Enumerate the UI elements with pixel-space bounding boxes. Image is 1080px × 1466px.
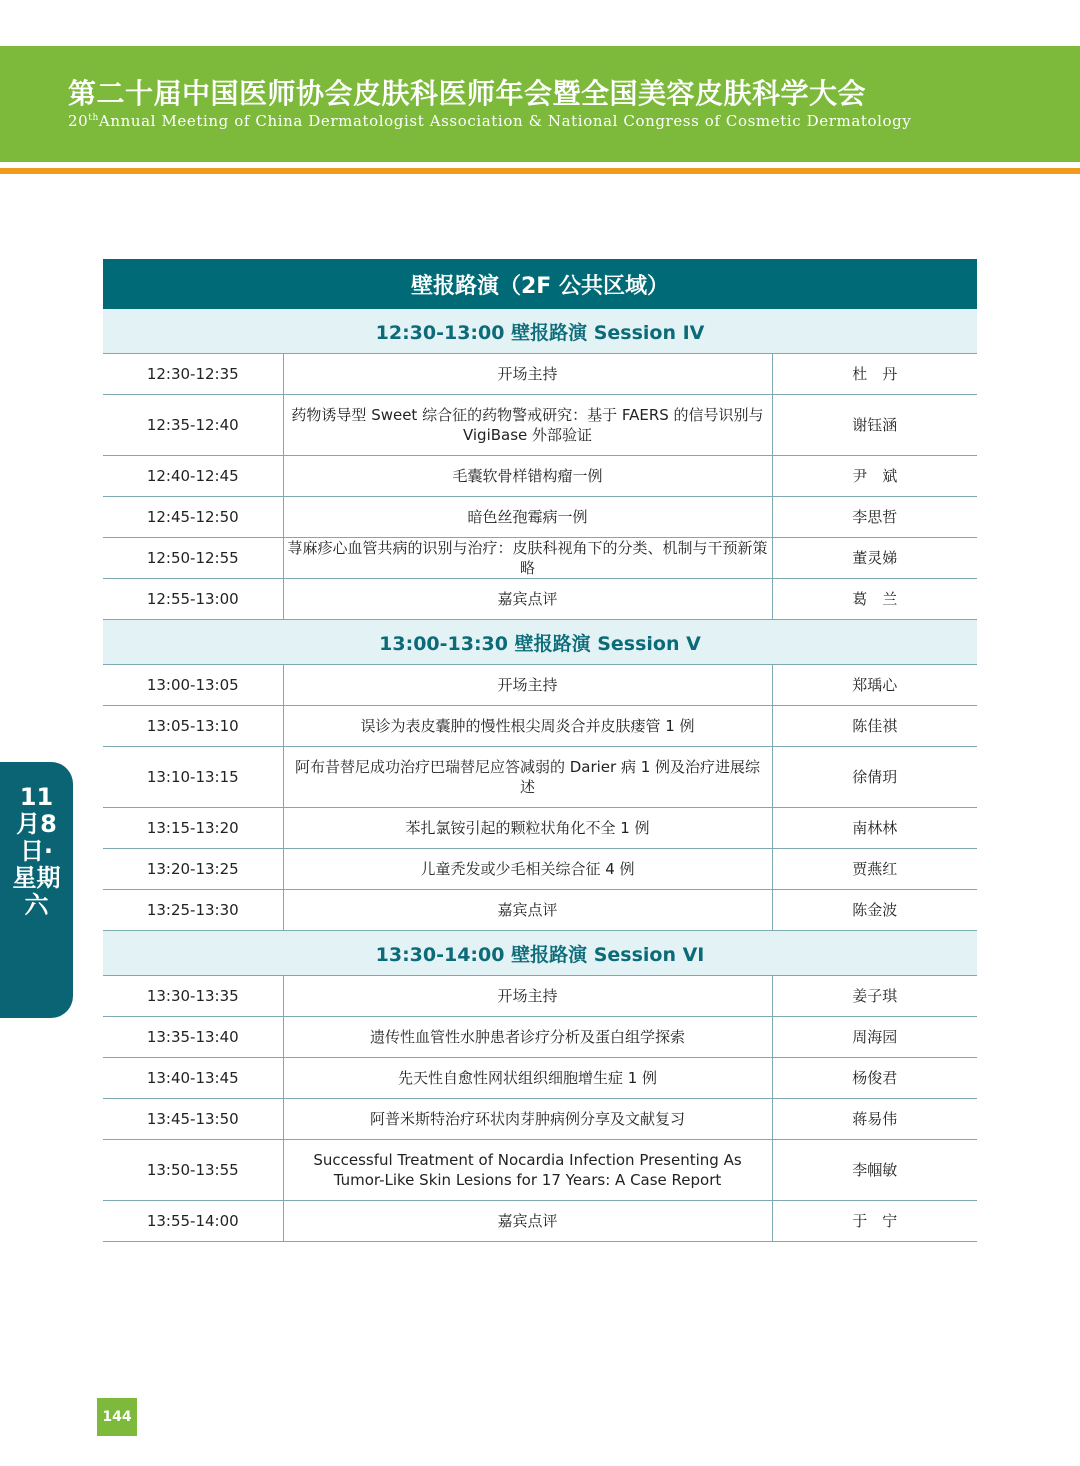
time-cell: 12:55-13:00 <box>103 579 283 620</box>
time-cell: 13:35-13:40 <box>103 1017 283 1058</box>
speaker-cell: 董灵娣 <box>772 538 977 579</box>
topic-cell: 药物诱导型 Sweet 综合征的药物警戒研究：基于 FAERS 的信号识别与 VigiBase 外部验证 <box>283 395 772 456</box>
session-title: 13:30-14:00 壁报路演 Session VI <box>103 931 977 976</box>
speaker-cell: 周海园 <box>772 1017 977 1058</box>
time-cell: 12:30-12:35 <box>103 354 283 395</box>
header-accent-line <box>0 168 1080 174</box>
conference-header <box>0 46 1080 162</box>
topic-cell: 苯扎氯铵引起的颗粒状角化不全 1 例 <box>283 808 772 849</box>
time-cell: 13:55-14:00 <box>103 1201 283 1242</box>
topic-cell: 阿普米斯特治疗环状肉芽肿病例分享及文献复习 <box>283 1099 772 1140</box>
topic-cell: 毛囊软骨样错构瘤一例 <box>283 456 772 497</box>
time-cell: 13:00-13:05 <box>103 665 283 706</box>
table-row <box>103 665 977 706</box>
table-row <box>103 1140 977 1201</box>
table-row <box>103 579 977 620</box>
speaker-cell: 葛 兰 <box>772 579 977 620</box>
speaker-cell: 李帼敏 <box>772 1140 977 1201</box>
time-cell: 13:25-13:30 <box>103 890 283 931</box>
speaker-cell: 姜子琪 <box>772 976 977 1017</box>
time-cell: 12:35-12:40 <box>103 395 283 456</box>
speaker-cell: 谢钰涵 <box>772 395 977 456</box>
topic-cell: 暗色丝孢霉病一例 <box>283 497 772 538</box>
topic-cell: 荨麻疹心血管共病的识别与治疗：皮肤科视角下的分类、机制与干预新策略 <box>283 538 772 579</box>
speaker-cell: 贾燕红 <box>772 849 977 890</box>
speaker-cell: 李思哲 <box>772 497 977 538</box>
time-cell: 13:45-13:50 <box>103 1099 283 1140</box>
title-en-number: 20 <box>68 112 89 130</box>
conference-title-en <box>68 112 911 130</box>
table-row <box>103 354 977 395</box>
date-label: 11月8日·星期六 <box>12 783 61 919</box>
topic-cell: 嘉宾点评 <box>283 1201 772 1242</box>
session-title: 13:00-13:30 壁报路演 Session V <box>103 620 977 665</box>
topic-cell: 开场主持 <box>283 665 772 706</box>
time-cell: 12:45-12:50 <box>103 497 283 538</box>
time-cell: 12:40-12:45 <box>103 456 283 497</box>
topic-cell: 先天性自愈性网状组织细胞增生症 1 例 <box>283 1058 772 1099</box>
poster-session-table <box>103 259 977 1242</box>
title-en-text: Annual Meeting of China Dermatologist Association & National Congress of Cosmetic Dermatology <box>98 112 912 130</box>
speaker-cell: 杜 丹 <box>772 354 977 395</box>
speaker-cell: 郑瑀心 <box>772 665 977 706</box>
speaker-cell: 于 宁 <box>772 1201 977 1242</box>
table-row <box>103 890 977 931</box>
topic-cell: Successful Treatment of Nocardia Infection Presenting As Tumor-Like Skin Lesions for 17 Years: A Case Report <box>283 1140 772 1201</box>
banner-title: 壁报路演（2F 公共区域） <box>103 259 977 309</box>
table-row <box>103 1058 977 1099</box>
topic-cell: 阿布昔替尼成功治疗巴瑞替尼应答减弱的 Darier 病 1 例及治疗进展综述 <box>283 747 772 808</box>
session-header-row <box>103 931 977 976</box>
table-row <box>103 538 977 579</box>
speaker-cell: 徐倩玥 <box>772 747 977 808</box>
speaker-cell: 陈金波 <box>772 890 977 931</box>
session-header-row <box>103 309 977 354</box>
speaker-cell: 蒋易伟 <box>772 1099 977 1140</box>
table-row <box>103 849 977 890</box>
time-cell: 13:10-13:15 <box>103 747 283 808</box>
title-en-ordinal: th <box>88 113 99 123</box>
speaker-cell: 杨俊君 <box>772 1058 977 1099</box>
table-row <box>103 456 977 497</box>
time-cell: 13:30-13:35 <box>103 976 283 1017</box>
topic-cell: 误诊为表皮囊肿的慢性根尖周炎合并皮肤瘘管 1 例 <box>283 706 772 747</box>
time-cell: 13:15-13:20 <box>103 808 283 849</box>
time-cell: 13:05-13:10 <box>103 706 283 747</box>
table-row <box>103 1201 977 1242</box>
topic-cell: 开场主持 <box>283 354 772 395</box>
table-row <box>103 395 977 456</box>
topic-cell: 儿童秃发或少毛相关综合征 4 例 <box>283 849 772 890</box>
time-cell: 12:50-12:55 <box>103 538 283 579</box>
conference-title-cn: 第二十届中国医师协会皮肤科医师年会暨全国美容皮肤科学大会 <box>68 77 867 110</box>
speaker-cell: 陈佳祺 <box>772 706 977 747</box>
table-row <box>103 706 977 747</box>
page-number: 144 <box>97 1398 137 1436</box>
table-row <box>103 1099 977 1140</box>
time-cell: 13:50-13:55 <box>103 1140 283 1201</box>
schedule-body <box>103 309 977 1242</box>
speaker-cell: 南林林 <box>772 808 977 849</box>
table-banner <box>103 259 977 309</box>
table-row <box>103 976 977 1017</box>
topic-cell: 嘉宾点评 <box>283 579 772 620</box>
time-cell: 13:40-13:45 <box>103 1058 283 1099</box>
table-row <box>103 497 977 538</box>
session-header-row <box>103 620 977 665</box>
session-title: 12:30-13:00 壁报路演 Session IV <box>103 309 977 354</box>
topic-cell: 嘉宾点评 <box>283 890 772 931</box>
topic-cell: 开场主持 <box>283 976 772 1017</box>
time-cell: 13:20-13:25 <box>103 849 283 890</box>
table-row <box>103 747 977 808</box>
table-row <box>103 1017 977 1058</box>
date-side-tab <box>0 762 73 1018</box>
topic-cell: 遗传性血管性水肿患者诊疗分析及蛋白组学探索 <box>283 1017 772 1058</box>
speaker-cell: 尹 斌 <box>772 456 977 497</box>
table-row <box>103 808 977 849</box>
